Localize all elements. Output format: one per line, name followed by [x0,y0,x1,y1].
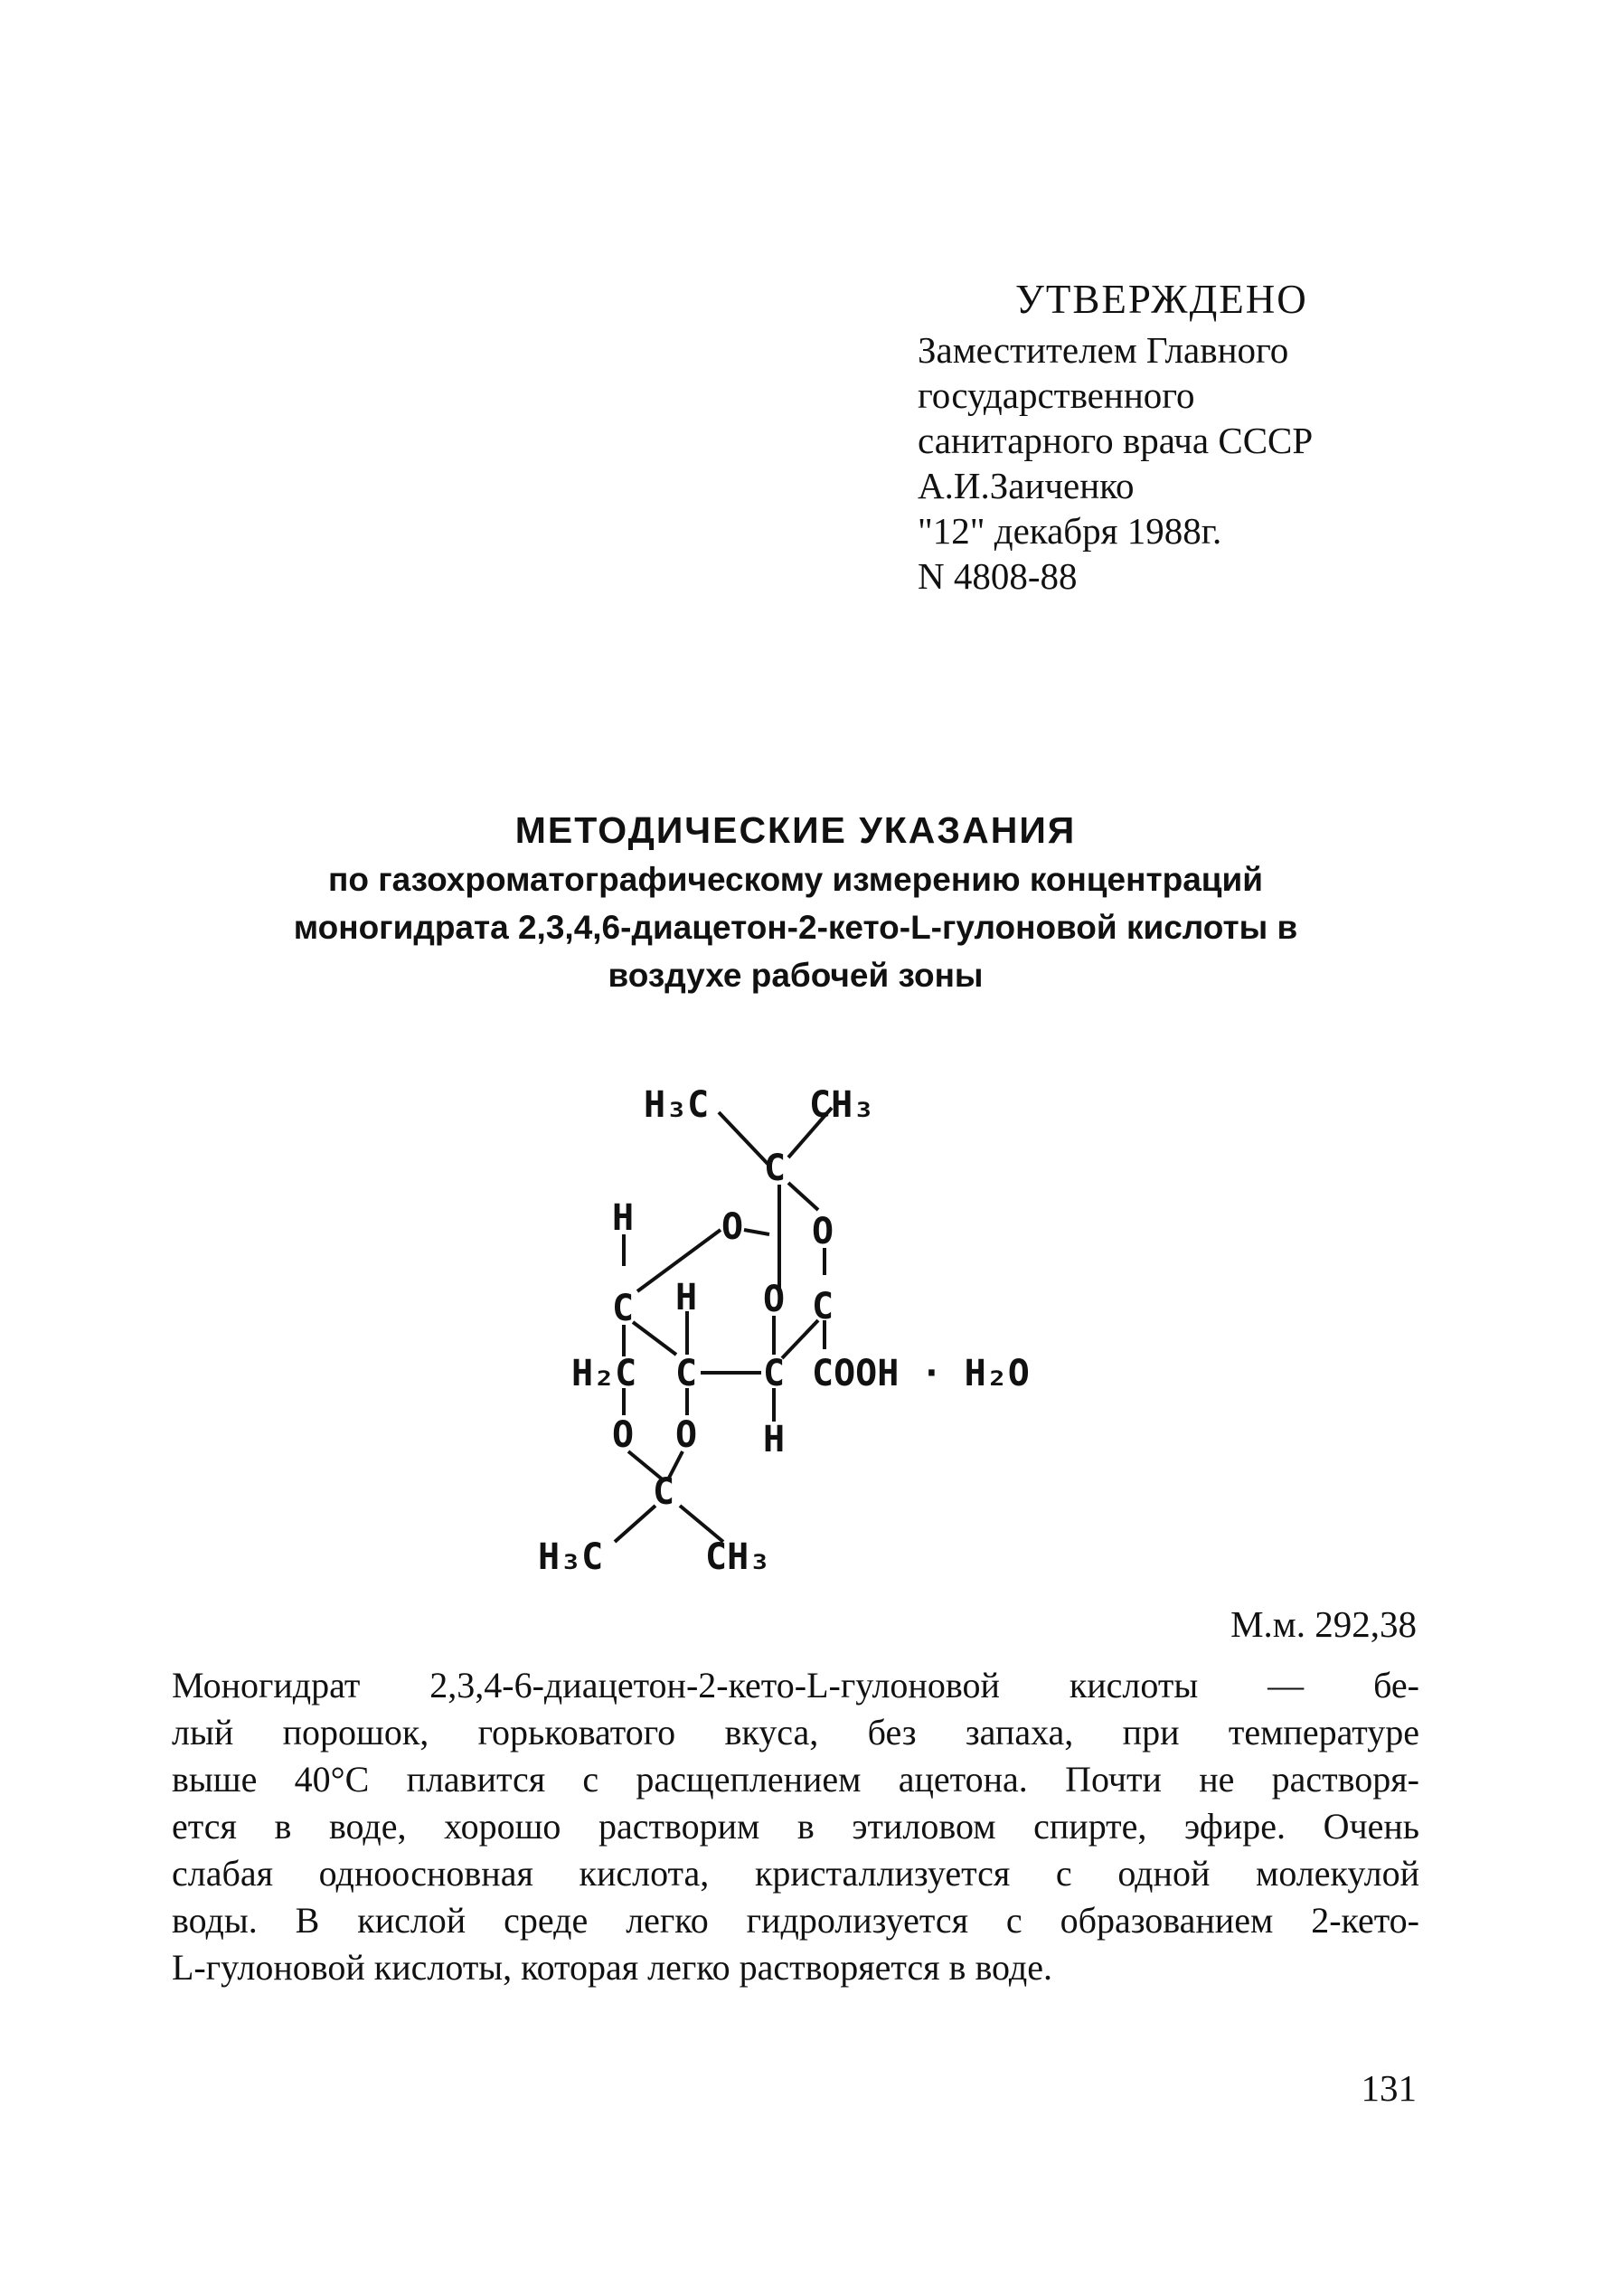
approval-block [918,271,1550,599]
formula-c-center: C [675,1353,698,1394]
formula-h3c-bottom: H₃C [538,1536,604,1578]
formula-c-bottom: C [653,1471,675,1513]
formula-c-right: C [812,1286,834,1328]
paragraph-line: лый порошок, горьковатого вкуса, без запаха, при температуре [172,1712,1419,1753]
approval-heading: УТВЕРЖДЕНО [1015,277,1308,322]
title-main: МЕТОДИЧЕСКИЕ УКАЗАНИЯ [514,809,1077,851]
page-number: 131 [1361,2067,1417,2109]
formula-o-right-top: O [812,1211,834,1252]
formula-ch3-top: CH₃ [809,1084,875,1126]
formula-h2c: H₂C [571,1353,637,1394]
formula-c-top: C [764,1148,787,1189]
formula-h3c-top: H₃C [644,1084,710,1126]
formula-o-ring: O [721,1206,744,1248]
description-paragraph [172,1662,1419,1991]
structural-formula [506,1067,1085,1592]
approval-line: санитарного врача СССР [918,420,1314,461]
formula-c-left: C [612,1288,635,1329]
formula-o-bottom-left: O [612,1414,635,1456]
approval-line: N 4808-88 [918,555,1078,597]
title-line: воздухе рабочей зоны [608,957,984,994]
formula-h-left: H [612,1197,635,1239]
formula-c-ring-right: C [763,1353,786,1394]
paragraph-line: слабая одноосновная кислота, кристаллизуется с одной молекулой [172,1853,1419,1894]
paragraph-line: L-гулоновой кислоты, которая легко растворяется в воде. [172,1947,1053,1988]
molecular-weight: М.м. 292,38 [1230,1603,1417,1645]
paragraph-line: ется в воде, хорошо растворим в этиловом спирте, эфире. Очень [172,1806,1419,1847]
document-title [136,805,1456,999]
approval-line: "12" декабря 1988г. [918,510,1222,552]
formula-o-mid: O [763,1279,786,1320]
formula-ch3-bottom: CH₃ [705,1536,771,1578]
formula-h-bottom: H [763,1419,786,1460]
paragraph-line: выше 40°С плавится с расщеплением ацетона. Почти не растворя- [172,1759,1419,1800]
approval-line: Заместителем Главного [918,329,1289,371]
title-line: по газохроматографическому измерению концентраций [327,861,1264,898]
formula-h-mid: H [675,1277,698,1318]
formula-cooh: COOH · H₂O [812,1353,1030,1394]
title-line: моногидрата 2,3,4,6-диацетон-2-кето-L-гулоновой кислоты в [293,909,1298,946]
paragraph-line: Моногидрат 2,3,4-6-диацетон-2-кето-L-гулоновой кислоты — бе- [172,1665,1419,1705]
approval-line: А.И.Заиченко [918,465,1135,506]
paragraph-line: воды. В кислой среде легко гидролизуется с образованием 2-кето- [172,1900,1419,1941]
formula-o-bottom-mid: O [675,1414,698,1456]
approval-line: государственного [918,374,1195,416]
